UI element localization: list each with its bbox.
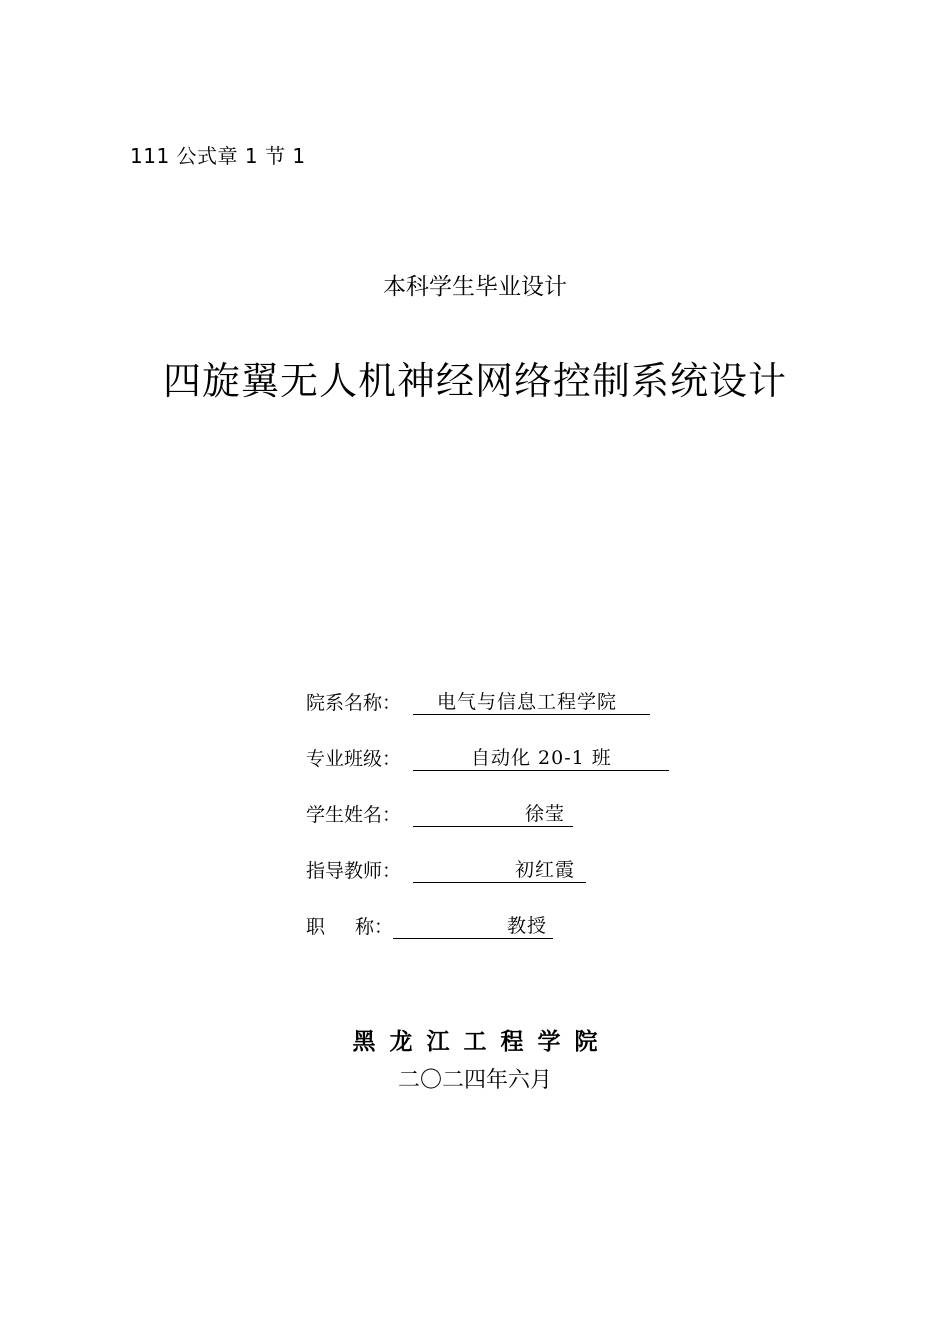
student-label: 学生姓名：: [306, 804, 402, 826]
professional-title-label-a: 职: [306, 916, 326, 938]
thesis-title: 四旋翼无人机神经网络控制系统设计: [162, 359, 787, 403]
advisor-value: 初红霞: [413, 858, 586, 883]
department-value: 电气与信息工程学院: [413, 690, 650, 715]
school-name: 黑龙江工程学院: [352, 1029, 612, 1055]
professional-title-label-b: 称：: [355, 916, 394, 938]
student-value: 徐莹: [413, 802, 573, 827]
class-row: [306, 741, 669, 771]
professional-title-row: [306, 909, 553, 939]
student-row: [306, 797, 573, 827]
document-subtitle: 本科学生毕业设计: [383, 274, 567, 300]
submission-date: 二〇二四年六月: [397, 1068, 552, 1093]
advisor-row: [306, 853, 586, 883]
professional-title-value: 教授: [393, 914, 553, 939]
advisor-label: 指导教师：: [306, 860, 402, 882]
class-label: 专业班级：: [306, 748, 402, 770]
professional-title-label: [306, 912, 393, 939]
department-row: [306, 685, 650, 715]
header-note: 111 公式章 1 节 1: [130, 144, 306, 168]
department-label: 院系名称：: [306, 692, 402, 714]
class-value: 自动化 20-1 班: [413, 746, 669, 771]
